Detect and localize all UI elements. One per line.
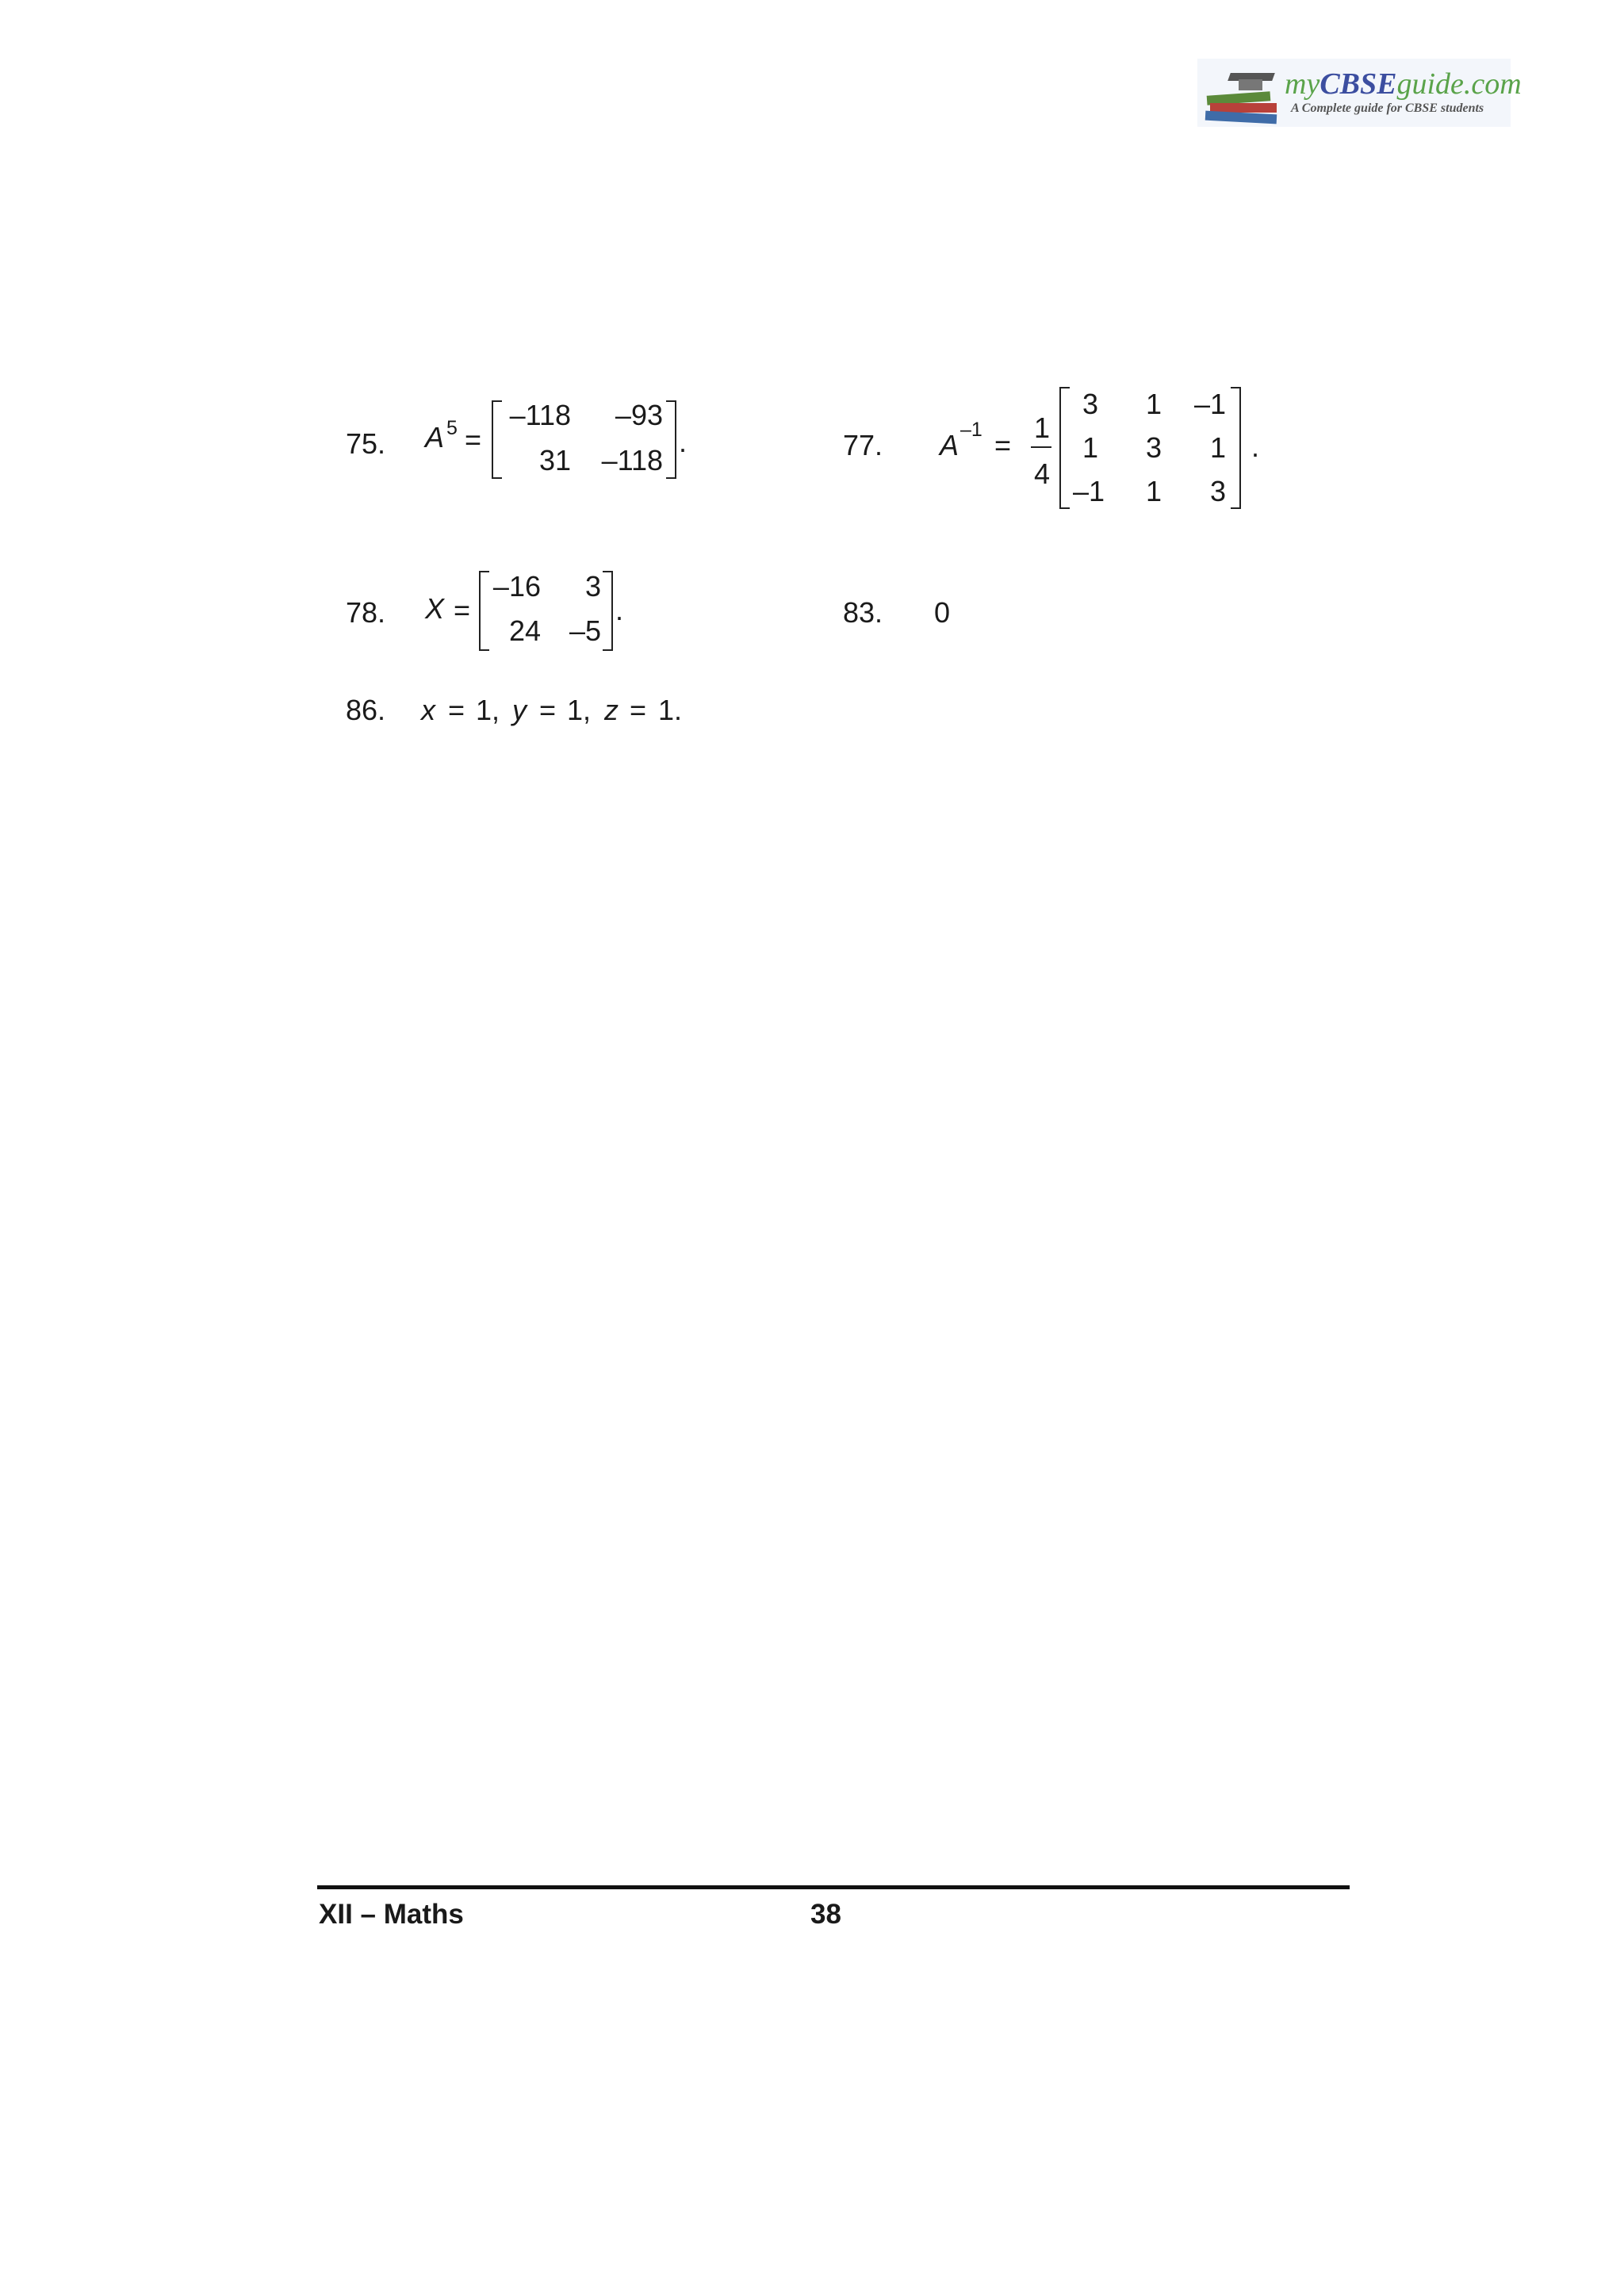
answer-number: 77. [843,429,883,461]
matrix-cell: –118 [509,399,571,431]
matrix-cell: –118 [601,444,663,476]
fraction-numerator: 1 [1034,411,1051,444]
matrix-label: X [425,592,445,625]
logo-tagline: A Complete guide for CBSE students [1291,101,1484,115]
variable-y: y [512,694,527,726]
matrix-cell: 3 [584,570,601,603]
matrix-cell: –93 [615,399,663,431]
matrix-cell: –1 [1193,388,1226,420]
variable-x: x [421,694,435,726]
site-logo [1197,59,1522,127]
value: 1, [567,694,592,726]
matrix-cell: 1 [1145,388,1162,420]
matrix-cell: 31 [538,444,571,476]
matrix-cell: 1 [1145,475,1162,507]
equals-sign: = [994,429,1012,461]
right-bracket [1231,387,1241,509]
page-number: 38 [810,1899,841,1930]
footer-subject: XII – Maths [319,1899,464,1930]
period: . [1251,430,1260,463]
footer-rule [317,1885,1350,1889]
right-bracket [666,400,676,479]
answer-number: 86. [346,694,386,726]
matrix-cell: 1 [1082,431,1098,464]
equals-sign: = [630,694,647,726]
matrix-cell: –5 [569,614,601,647]
matrix-label: A [940,429,959,461]
answer-value: 0 [934,596,951,629]
answer-number: 75. [346,427,386,460]
answer-number: 83. [843,596,883,629]
matrix-cell: 3 [1082,388,1098,420]
fraction-denominator: 4 [1034,457,1051,490]
matrix-cell: 24 [508,614,541,647]
matrix-cell: –16 [492,570,541,603]
equals-sign: = [465,423,482,456]
matrix-cell: 1 [1209,431,1226,464]
matrix-label: A [425,421,445,453]
answer-number: 78. [346,596,386,629]
right-bracket [603,571,613,651]
equals-sign: = [539,694,557,726]
exponent: –1 [960,419,982,441]
matrix-cell: 3 [1209,475,1226,507]
variable-z: z [604,694,619,726]
equals-sign: = [454,594,471,626]
equals-sign: = [448,694,465,726]
matrix-cell: 3 [1145,431,1162,464]
logo-name: myCBSEguide.com [1285,67,1522,101]
exponent: 5 [446,417,458,439]
fraction-bar [1031,446,1051,448]
value: 1, [476,694,500,726]
period: . [679,426,688,458]
period: . [615,594,624,626]
matrix-cell: –1 [1072,475,1105,507]
value: 1. [658,694,683,726]
